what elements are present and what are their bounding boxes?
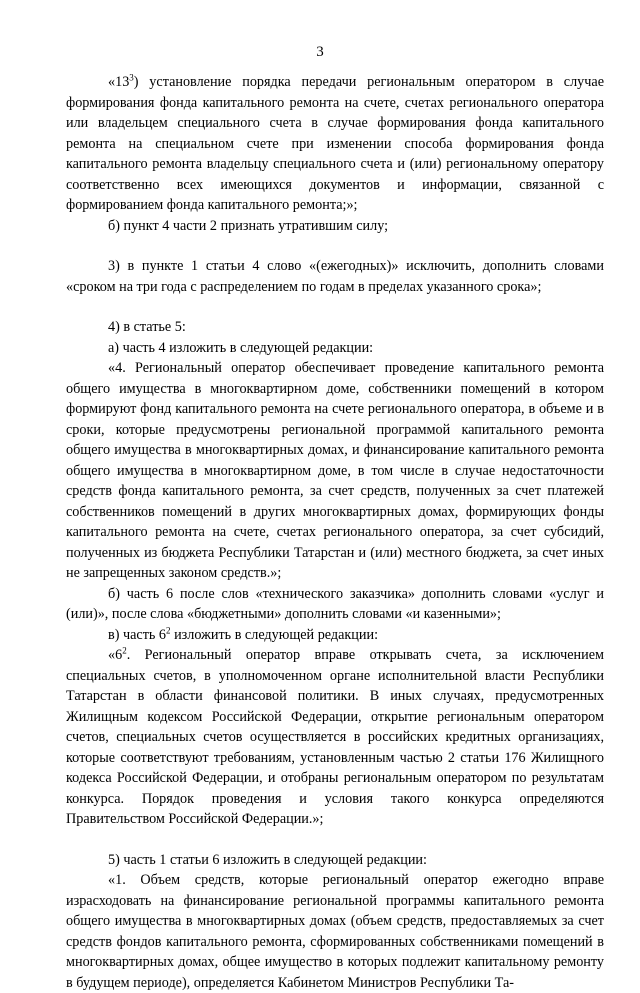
paragraph-a-part4: а) часть 4 изложить в следующей редакции: [108, 339, 374, 356]
paragraph-item-4: 4) в статье 5: [108, 319, 186, 335]
paragraph-quote-4: «4. Региональный оператор обеспечивает проведение капитального ремонта общего имущества в многоквартирном доме, собственники помещений в котором формируют фонд капитального ремонта на счете регионального оператора, в объеме и в сроки, которые предусмотрены региональной программой капитального ремонта общего имущества в многоквартирных домах, и финансирование капитального ремонта общего имущества в многоквартирном доме, в том числе в случае недостаточности средств фонда капитального ремонта, за счет средств, полученных за счет платежей собственников помещений в других многоквартирных домах, формирующих фонды капитального ремонта на счете, счетах регионального оператора, за счет субсидий, полученных из бюджета Республики Татарстан и (или) местного бюджета, за счет иных не запрещенных законом средств.»; [66, 360, 604, 581]
paragraph-item-5: 5) часть 1 статьи 6 изложить в следующей редакции: [108, 851, 427, 868]
paragraph-v-part6-2: в) часть $6^2$ изложить в следующей редакции: [108, 624, 379, 643]
document-body [66, 72, 604, 993]
paragraph-item-3: 3) в пункте 1 статьи 4 слово «(ежегодных)» исключить, дополнить словами «сроком на три года с распределением по годам в пределах указанного срока»; [66, 258, 604, 295]
paragraph-b-part6: б) часть 6 после слов «технического заказчика» дополнить словами «услуг и (или)», после слова «бюджетными» дополнить словами «и казенными»; [66, 585, 604, 622]
paragraph-quote-6-2: «$6^2$. Региональный оператор вправе открывать счета, за исключением специальных счетов, в уполномоченном органе исполнительной власти Республики Татарстан в области финансовой политики. В иных случаях, предусмотренных Жилищным кодексом Российской Федерации, открытие региональным оператором счетов, специальных счетов осуществляется в российских кредитных организациях, которые соответствуют требованиям, установленным частью 2 статьи 176 Жилищного кодекса Российской Федерации, и отобраны региональным оператором по результатам конкурса. Порядок проведения и условия такого конкурса определяются Правительством Российской Федерации.»; [66, 645, 604, 827]
paragraph-quote-1: «1. Объем средств, которые региональный оператор ежегодно вправе израсходовать на финансирование региональной программы капитального ремонта общего имущества в многоквартирных домах (объем средств, предоставляемых за счет средств фондов капитального ремонта, сформированных собственниками помещений в многоквартирных домах, общее имущество в которых подлежит капитальному ремонту в будущем периоде), определяется Кабинетом Министров Республики Та- [66, 872, 604, 991]
page-number: 3 [316, 44, 324, 60]
paragraph-b-item4: б) пункт 4 части 2 признать утратившим силу; [108, 217, 389, 234]
paragraph-13-3: «$13^3$) установление порядка передачи региональным оператором в случае формирования фонда капитального ремонта на счете, счетах регионального оператора или владельцем специального счета в случае формирования фонда капитального ремонта на специальном счете при изменении способа формирования фонда капитального ремонта владельцу специального счета и (или) региональному оператору соответственно всех имеющихся документов и информации, связанной с формированием фонда капитального ремонта;»; [66, 72, 604, 213]
